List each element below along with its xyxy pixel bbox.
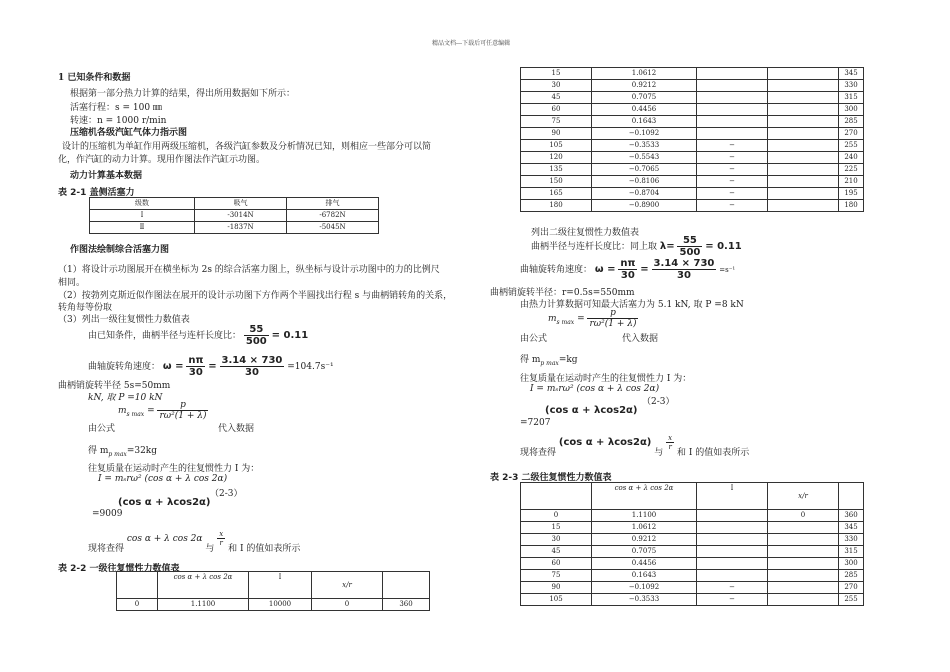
x-over-r [666, 434, 674, 451]
inertia-equation: I = mₛrω² (cos α + λ cos 2α) [98, 474, 228, 484]
table-cell: 0.4456 [592, 558, 697, 570]
table-cell: 0.1643 [592, 570, 697, 582]
equals-sign: = [577, 314, 585, 324]
stroke-line: 活塞行程：s = 100 ㎜ [70, 103, 162, 113]
table-cell: cos α + λ cos 2α [158, 572, 249, 599]
table-cell: 285 [839, 570, 864, 582]
mass-formula [118, 400, 208, 421]
lambda-label: 曲柄半径与连杆长度比：同上取 [531, 242, 658, 252]
table-row [521, 164, 864, 176]
table-row [521, 80, 864, 92]
lookup-prefix: 现将查得 [520, 448, 557, 458]
omega-fraction-2 [652, 258, 717, 281]
table-cell: 330 [839, 80, 864, 92]
table-cell: 10000 [249, 599, 312, 611]
table-row [521, 152, 864, 164]
equation-number: （2-3） [642, 397, 675, 407]
omega-lhs: ω = [594, 264, 616, 275]
paragraph: 列出二级往复惯性力数值表 [531, 228, 640, 238]
table-cell: -1837N [195, 222, 287, 234]
table-cell [697, 510, 768, 522]
table-cell [768, 188, 839, 200]
formula-label: 由公式 [88, 424, 116, 434]
lookup-with: 与 [654, 448, 664, 458]
table-cell: − [697, 582, 768, 594]
max-force-line: 由热力计算数据可知最大活塞力为 5.1 kN, 取 P =8 kN [520, 300, 744, 310]
omega-equation [88, 355, 334, 378]
table-second-stage-inertia [520, 482, 864, 606]
table-row [90, 222, 379, 234]
table-cell: − [697, 188, 768, 200]
x-over-r-num: x [219, 530, 224, 538]
table-cell [839, 483, 864, 510]
table-cell: 0.9212 [592, 80, 697, 92]
table-cell [697, 80, 768, 92]
mass-symbol: m [548, 314, 557, 324]
omega-label: 曲轴旋转角速度： [520, 265, 593, 275]
omega-equation [520, 258, 735, 281]
x-over-r-den: r [219, 539, 223, 547]
table-cell: −0.1092 [592, 582, 697, 594]
table-row [521, 116, 864, 128]
table-row [521, 522, 864, 534]
table-row [521, 594, 864, 606]
table-cell [697, 546, 768, 558]
table-row [521, 558, 864, 570]
table-cell: 60 [521, 104, 592, 116]
table-cell: -6782N [287, 210, 379, 222]
table-cell: 120 [521, 152, 592, 164]
table-row [521, 128, 864, 140]
x-over-r-num: x [668, 434, 673, 442]
table-header-row [90, 198, 379, 210]
table-cell [768, 176, 839, 188]
omega-lhs: ω = [162, 361, 184, 372]
table-cell: 90 [521, 128, 592, 140]
lookup-formula: cos α + λ cos 2α [126, 534, 203, 544]
omega-fraction-1 [618, 258, 637, 281]
table-cell: 105 [521, 594, 592, 606]
paragraph: （1）将设计示功图展开在横坐标为 2s 的综合活塞力图上，纵坐标与设计示功图中的力的比例尺 [58, 265, 440, 275]
table-cell: 1.0612 [592, 522, 697, 534]
table-row [521, 92, 864, 104]
inertia-value: =9009 [92, 509, 123, 519]
lookup-line [520, 434, 750, 458]
table-cell: − [697, 152, 768, 164]
table-cell: −0.5543 [592, 152, 697, 164]
table-cell [697, 570, 768, 582]
table-cell: 吸气 [195, 198, 287, 210]
mass-subscript: s max [126, 410, 145, 418]
lambda-denominator: 500 [679, 247, 701, 258]
table-cell: 195 [839, 188, 864, 200]
table-cell: 345 [839, 68, 864, 80]
lambda-numerator: 55 [677, 235, 702, 247]
table-cell [768, 200, 839, 212]
lookup-formula: (cos α + λcos2α) [558, 437, 652, 448]
omega-num-1: nπ [188, 355, 204, 366]
table-cell: 0.7075 [592, 546, 697, 558]
x-over-r [217, 530, 225, 547]
mass-subscript: s max [556, 318, 575, 326]
lambda-lhs: λ= [659, 241, 675, 252]
lambda-equation [88, 324, 308, 347]
table-cell: -3014N [195, 210, 287, 222]
mass-numerator: p [587, 308, 638, 319]
table-title: 表 2-2 一级往复惯性力数值表 [58, 564, 180, 574]
lookup-suffix: 和 I 的值如表所示 [676, 448, 750, 458]
table-cell: 360 [839, 510, 864, 522]
table-row [521, 176, 864, 188]
omega-num-2: 3.14 × 730 [221, 355, 283, 366]
table-cell: 90 [521, 582, 592, 594]
table-cell: 30 [521, 534, 592, 546]
table-cell: 0 [312, 599, 383, 611]
mass-denominator: rω²(1 + λ) [589, 319, 637, 329]
table-cell [697, 558, 768, 570]
table-cell: 285 [839, 116, 864, 128]
omega-fraction-1 [186, 355, 205, 378]
equation-number: （2-3） [210, 489, 243, 499]
table-cell: −0.1092 [592, 128, 697, 140]
paragraph: 设计的压缩机为单缸作用两级压缩机，各级汽缸参数及分析情况已知，则相应一些部分可以简 [62, 142, 432, 152]
table-cell: 1.0612 [592, 68, 697, 80]
substitute-label: 代入数据 [218, 424, 255, 434]
lookup-line [88, 530, 301, 554]
table-cell: 225 [839, 164, 864, 176]
omega-den-1: 30 [620, 270, 635, 281]
mass-symbol: m [118, 406, 127, 416]
table-header-row [521, 483, 864, 510]
table-cell: 210 [839, 176, 864, 188]
table-cell: 0.4456 [592, 104, 697, 116]
mass-result-sub: p max [108, 450, 127, 458]
table-cell: − [697, 140, 768, 152]
table-cell: 0.7075 [592, 92, 697, 104]
table-cell: Ⅰ [90, 210, 195, 222]
table-cell: 270 [839, 582, 864, 594]
table-first-stage-inertia [116, 571, 430, 611]
omega-fraction-2 [220, 355, 285, 378]
table-row [521, 510, 864, 522]
table-cell: 级数 [90, 198, 195, 210]
table-cell: x/r [312, 572, 383, 599]
omega-den-1: 30 [188, 367, 203, 378]
lookup-suffix: 和 I 的值如表所示 [228, 544, 301, 554]
table-cell [768, 92, 839, 104]
mass-result-sub: p max [540, 359, 559, 367]
table-cell: 0 [521, 510, 592, 522]
subheading: 动力计算基本数据 [70, 171, 143, 181]
table-cell: 330 [839, 534, 864, 546]
table-cell: 240 [839, 152, 864, 164]
table-cell: −0.3533 [592, 140, 697, 152]
table-cell: −0.8106 [592, 176, 697, 188]
table-cell: −0.7065 [592, 164, 697, 176]
table-cell: 105 [521, 140, 592, 152]
table-cell: 315 [839, 546, 864, 558]
table-cell [521, 483, 592, 510]
paragraph: 转角每等份取 [58, 303, 113, 313]
lambda-numerator: 55 [244, 324, 269, 336]
paragraph: 根据第一部分热力计算的结果，得出所用数据如下所示： [70, 89, 296, 99]
lambda-denominator: 500 [245, 336, 267, 347]
table-cell: 300 [839, 104, 864, 116]
table-cell [768, 80, 839, 92]
mass-fraction [587, 308, 638, 329]
lambda-result: = 0.11 [271, 330, 309, 341]
mass-denominator: rω²(1 + λ) [159, 411, 207, 421]
inertia-value: =7207 [520, 418, 551, 428]
crank-radius: 曲柄销旋转半径：r=0.5s=550mm [490, 288, 635, 298]
mass-result-label: 得 m [88, 446, 109, 456]
table-cell: 0 [117, 599, 158, 611]
section-heading: 1 已知条件和数据 [58, 73, 131, 83]
table-row [521, 104, 864, 116]
mass-result-value: =32kg [126, 446, 158, 456]
mass-formula [548, 308, 638, 329]
table-cell: 75 [521, 570, 592, 582]
table-cell: 255 [839, 594, 864, 606]
table-cell [768, 534, 839, 546]
table-cell: 45 [521, 92, 592, 104]
table-cell: 30 [521, 80, 592, 92]
table-cell: -5045N [287, 222, 379, 234]
speed-line: 转速：n = 1000 r/min [70, 116, 167, 126]
table-cell: −0.3533 [592, 594, 697, 606]
table-cell [768, 104, 839, 116]
table-cell: 255 [839, 140, 864, 152]
mass-result [88, 443, 157, 458]
omega-value: =104.7s⁻¹ [287, 362, 334, 372]
table-cell: 45 [521, 546, 592, 558]
inertia-text: 往复质量在运动时产生的往复惯性力 I 为： [520, 374, 692, 384]
table-cell: 360 [383, 599, 430, 611]
table-row [521, 68, 864, 80]
table-cell: 300 [839, 558, 864, 570]
formula-label: 由公式 [520, 334, 548, 344]
omega-den-2: 30 [244, 367, 259, 378]
lookup-with: 与 [205, 544, 215, 554]
table-title: 表 2-1 盖侧活塞力 [58, 188, 135, 198]
lambda-fraction [677, 235, 702, 258]
table-row [521, 582, 864, 594]
table-cell: 180 [521, 200, 592, 212]
table-cell [768, 594, 839, 606]
inertia-equation: I = mₛrω² (cos α + λ cos 2α) [530, 384, 660, 394]
table-cell: I [249, 572, 312, 599]
table-cell [697, 128, 768, 140]
table-cell [697, 522, 768, 534]
cos-expression: (cos α + λcos2α) [545, 405, 638, 416]
table-cell: 60 [521, 558, 592, 570]
table-cell: − [697, 164, 768, 176]
table-row [521, 188, 864, 200]
table-cell: x/r [768, 483, 839, 510]
equals-sign: = [147, 406, 155, 416]
lookup-prefix: 现将查得 [88, 544, 125, 554]
table-cell [768, 140, 839, 152]
mass-result [520, 352, 578, 367]
x-over-r-den: r [668, 443, 672, 451]
table-cell: 15 [521, 522, 592, 534]
table-first-stage-inertia-continued [520, 67, 864, 212]
table-cell: − [697, 200, 768, 212]
omega-unit: =s⁻¹ [719, 266, 736, 274]
inertia-text: 往复质量在运动时产生的往复惯性力 I 为： [88, 464, 260, 474]
subheading: 作图法绘制综合活塞力图 [70, 245, 170, 255]
table-cell [768, 164, 839, 176]
omega-num-1: nπ [620, 258, 636, 269]
substitute-label: 代入数据 [622, 334, 659, 344]
table-row [117, 599, 430, 611]
table-cell: 165 [521, 188, 592, 200]
table-cell [768, 68, 839, 80]
table-cell [697, 92, 768, 104]
table-cell: Ⅱ [90, 222, 195, 234]
table-cell: −0.8704 [592, 188, 697, 200]
table-cell: 0 [768, 510, 839, 522]
table-cell [768, 128, 839, 140]
page-header-note: 精品文档---下载后可任意编辑 [432, 40, 511, 47]
lambda-result: = 0.11 [705, 241, 742, 252]
table-cell: 135 [521, 164, 592, 176]
lambda-equation [531, 235, 742, 258]
table-row [90, 210, 379, 222]
table-cell [768, 570, 839, 582]
table-cell: I [697, 483, 768, 510]
table-cell: 345 [839, 522, 864, 534]
table-cell: 排气 [287, 198, 379, 210]
table-cell [697, 534, 768, 546]
equals-sign: = [208, 361, 217, 372]
table-cell [768, 558, 839, 570]
cos-expression: (cos α + λcos2α) [118, 497, 211, 508]
table-cell [697, 68, 768, 80]
paragraph: 相同。 [58, 278, 86, 288]
table-cell [697, 104, 768, 116]
table-title: 表 2-3 二级往复惯性力数值表 [490, 473, 612, 483]
table-row [521, 570, 864, 582]
table-row [521, 534, 864, 546]
table-cell: − [697, 176, 768, 188]
table-cell: 315 [839, 92, 864, 104]
table-cell: 150 [521, 176, 592, 188]
table-cell [768, 546, 839, 558]
paragraph: （2）按勃列克斯近似作图法在展开的设计示功图下方作两个半圆找出行程 s 与曲柄销转角的关系， [58, 291, 453, 301]
table-cell: 0.1643 [592, 116, 697, 128]
omega-label: 曲轴旋转角速度： [88, 362, 161, 372]
table-cell: 1.1100 [592, 510, 697, 522]
table-cell [697, 116, 768, 128]
subheading: 压缩机各级汽缸气体力指示图 [70, 128, 188, 138]
table-row [521, 546, 864, 558]
table-cell: 180 [839, 200, 864, 212]
table-cell [768, 152, 839, 164]
mass-result-value: =kg [558, 355, 578, 365]
table-cell [768, 582, 839, 594]
table-row [521, 140, 864, 152]
table-cell [383, 572, 430, 599]
table-cell [768, 116, 839, 128]
mass-fraction [157, 400, 208, 421]
table-cell [768, 522, 839, 534]
table-header-row [117, 572, 430, 599]
lambda-fraction [244, 324, 269, 347]
table-cell: 75 [521, 116, 592, 128]
table-cell: 1.1100 [158, 599, 249, 611]
force-line: kN, 取 P =10 kN [88, 393, 163, 403]
lambda-label: 由已知条件，曲柄半径与连杆长度比： [88, 331, 242, 341]
omega-den-2: 30 [676, 270, 691, 281]
table-cover-side-piston-force [89, 197, 379, 234]
table-cell: 270 [839, 128, 864, 140]
table-cell: 15 [521, 68, 592, 80]
equals-sign: = [640, 264, 649, 275]
paragraph: 化，作汽缸的动力计算。现用作图法作汽缸示功图。 [58, 155, 266, 165]
mass-numerator: p [157, 400, 208, 411]
paragraph: （3）列出一级往复惯性力数值表 [58, 315, 190, 325]
table-cell: − [697, 594, 768, 606]
table-cell: −0.8900 [592, 200, 697, 212]
table-cell [117, 572, 158, 599]
crank-radius: 曲柄销旋转半径 5s=50mm [58, 381, 171, 391]
table-cell: cos α + λ cos 2α [592, 483, 697, 510]
mass-result-label: 得 m [520, 355, 541, 365]
omega-num-2: 3.14 × 730 [653, 258, 715, 269]
table-cell: 0.9212 [592, 534, 697, 546]
table-row [521, 200, 864, 212]
